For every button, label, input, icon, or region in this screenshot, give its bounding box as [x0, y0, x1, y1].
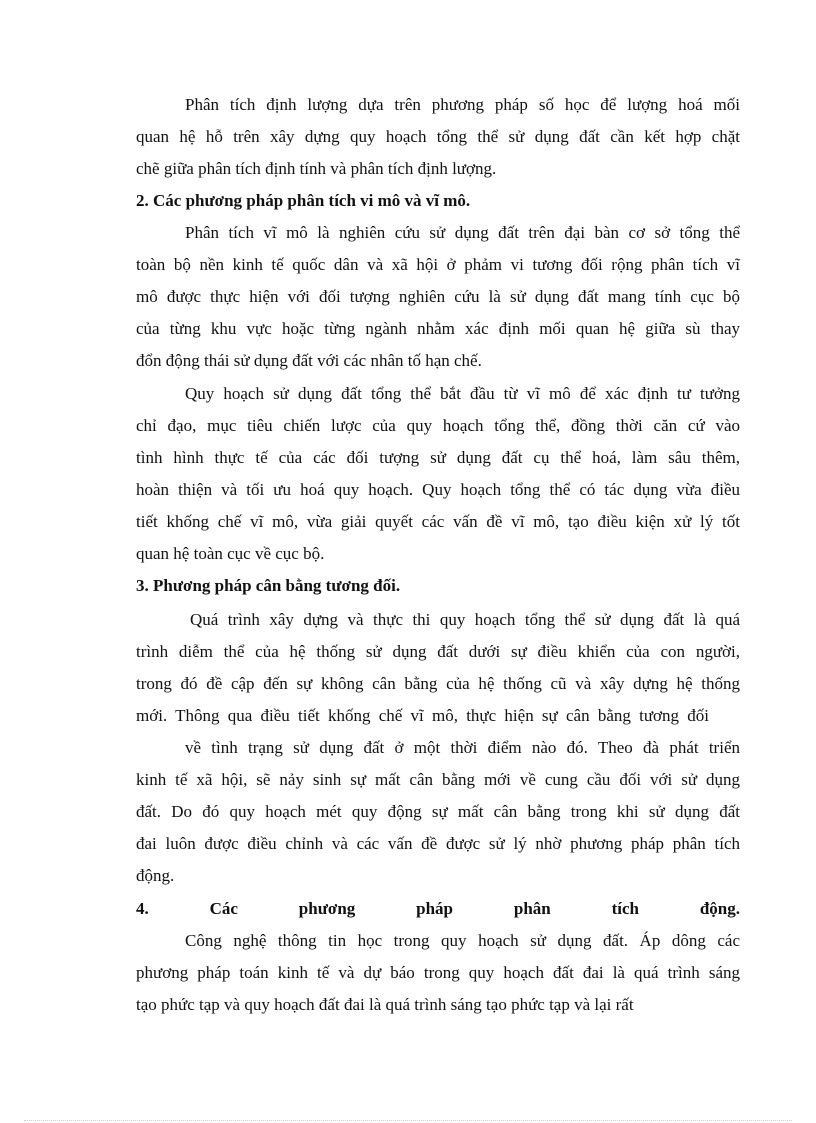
text-line: về tình trạng sử dụng đất ở một thời điểm nào đó. Theo đà phát triển: [185, 738, 740, 757]
text-line: mô được thực hiện với đối tượng nghiên cứu là sử dụng đất mang tính cục bộ: [136, 287, 740, 306]
text-line: toàn bộ nền kinh tế quốc dân và xã hội ở phảm vi tương đối rộng phân tích vĩ: [136, 255, 740, 274]
section-heading: 3. Phương pháp cân bằng tương đối.: [136, 576, 401, 595]
text-line: phương pháp toán kinh tế và dự báo trong quy hoạch đất đai là quá trình sáng: [136, 963, 740, 982]
section-heading: 2. Các phương pháp phân tích vi mô và vĩ mô.: [136, 191, 471, 210]
section-heading: 4. Các phương pháp phân tích động.: [136, 899, 740, 918]
text-line: tạo phức tạp và quy hoạch đất đai là quá trình sáng tạo phức tạp và lại rất: [136, 995, 634, 1014]
text-line: Quá trình xây dựng và thực thi quy hoạch tổng thể sử dụng đất là quá: [190, 610, 740, 629]
text-line: Phân tích định lượng dựa trên phương pháp số học để lượng hoá mối: [185, 95, 740, 114]
text-line: quan hệ hỗ trên xây dựng quy hoạch tổng thể sử dụng đất cần kết hợp chặt: [136, 127, 740, 146]
text-line: quan hệ toàn cục về cục bộ.: [136, 544, 325, 563]
text-line: mới. Thông qua điều tiết khống chế vĩ mô, thực hiện sự cân bằng tương đối: [136, 706, 709, 725]
text-line: động.: [136, 866, 175, 885]
text-line: trong đó đề cập đến sự không cân bằng của hệ thống cũ và xây dựng hệ thống: [136, 674, 740, 693]
text-line: chỉ đạo, mục tiêu chiến lược của quy hoạch tổng thể, đồng thời căn cứ vào: [136, 416, 740, 435]
text-line: trình diễm thể của hệ thống sử dụng đất dưới sự điều khiển của con người,: [136, 642, 740, 661]
text-line: Quy hoạch sử dụng đất tổng thể bắt đầu từ vĩ mô để xác định tư tưởng: [185, 384, 740, 403]
text-line: kinh tế xã hội, sẽ nảy sinh sự mất cân bằng mới về cung cầu đối với sử dụng: [136, 770, 740, 789]
text-line: đai luôn được điều chỉnh và các vấn đề được sử lý nhờ phương pháp phân tích: [136, 834, 740, 853]
text-line: hoàn thiện và tối ưu hoá quy hoạch. Quy hoạch tổng thể có tác dụng vừa điều: [136, 480, 740, 499]
text-line: tiết khống chế vĩ mô, vừa giải quyết các vấn đề vĩ mô, tạo điều kiện xử lý tốt: [136, 512, 740, 531]
text-line: đổn động thái sử dụng đất với các nhân tố hạn chế.: [136, 351, 482, 370]
text-line: Công nghệ thông tin học trong quy hoạch sử dụng đất. Áp dông các: [185, 931, 740, 950]
text-line: đất. Do đó quy hoạch mét quy động sự mất cân bằng trong khi sử dụng đất: [136, 802, 740, 821]
text-line: Phân tích vĩ mô là nghiên cứu sử dụng đất trên đại bàn cơ sở tổng thể: [185, 223, 740, 242]
text-line: của từng khu vực hoặc từng ngành nhằm xác định mối quan hệ giữa sù thay: [136, 319, 740, 338]
text-line: chẽ giữa phân tích định tính và phân tích định lượng.: [136, 159, 497, 178]
page-bottom-divider: [24, 1120, 792, 1121]
text-line: tình hình thực tế của các đối tượng sử dụng đất cụ thể hoá, làm sâu thêm,: [136, 448, 740, 467]
